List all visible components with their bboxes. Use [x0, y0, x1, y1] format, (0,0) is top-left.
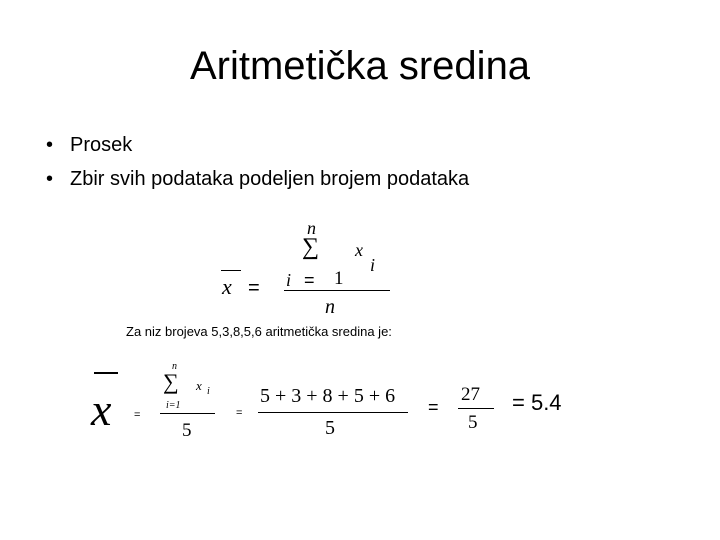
denominator: 5 — [182, 420, 192, 441]
fraction-numerator: 27 — [461, 384, 480, 405]
sum-lower-index: i — [286, 270, 292, 290]
equals-sign: = — [428, 397, 439, 417]
term-subscript: i — [370, 255, 376, 275]
overline-bar — [221, 270, 241, 271]
fraction-bar — [284, 290, 390, 291]
term-subscript: i — [207, 386, 210, 397]
bullet-text: Prosek — [70, 134, 133, 156]
result-value: = 5.4 — [512, 390, 562, 415]
sum-numerator: 5 + 3 + 8 + 5 + 6 — [260, 385, 396, 407]
sum-symbol: ∑ — [302, 234, 320, 260]
bullet-text: Zbir svih podataka podeljen brojem podataka — [70, 168, 470, 190]
bullet-item — [46, 133, 132, 157]
bullet-item — [46, 167, 469, 191]
sum-symbol: ∑ — [163, 369, 179, 394]
mean-symbol: x — [222, 274, 232, 299]
equals-sign: = — [248, 277, 260, 299]
equals-sign: = — [236, 407, 243, 419]
term-variable: x — [355, 240, 363, 260]
fraction-bar — [458, 408, 494, 409]
sum-lower-limit: i=1 — [166, 400, 181, 411]
example-caption: Za niz brojeva 5,3,8,5,6 aritmetička sredina je: — [126, 324, 392, 339]
bullet-symbol: • — [46, 134, 54, 156]
sum-lower-equals: = — [304, 270, 315, 290]
term-variable: x — [196, 378, 202, 393]
mean-symbol: x — [91, 384, 112, 435]
slide-title: Aritmetička sredina — [189, 44, 531, 88]
fraction-denominator: 5 — [468, 412, 478, 433]
denominator: n — [325, 296, 335, 318]
fraction-bar — [160, 413, 215, 414]
sum-upper-limit: n — [307, 218, 316, 238]
sum-lower-start: 1 — [334, 268, 344, 289]
sum-upper-limit: n — [172, 361, 177, 372]
overline-bar — [94, 372, 118, 374]
bullet-symbol: • — [46, 168, 54, 190]
denominator: 5 — [325, 417, 335, 439]
fraction-bar — [258, 412, 408, 413]
equals-sign: = — [134, 409, 141, 421]
